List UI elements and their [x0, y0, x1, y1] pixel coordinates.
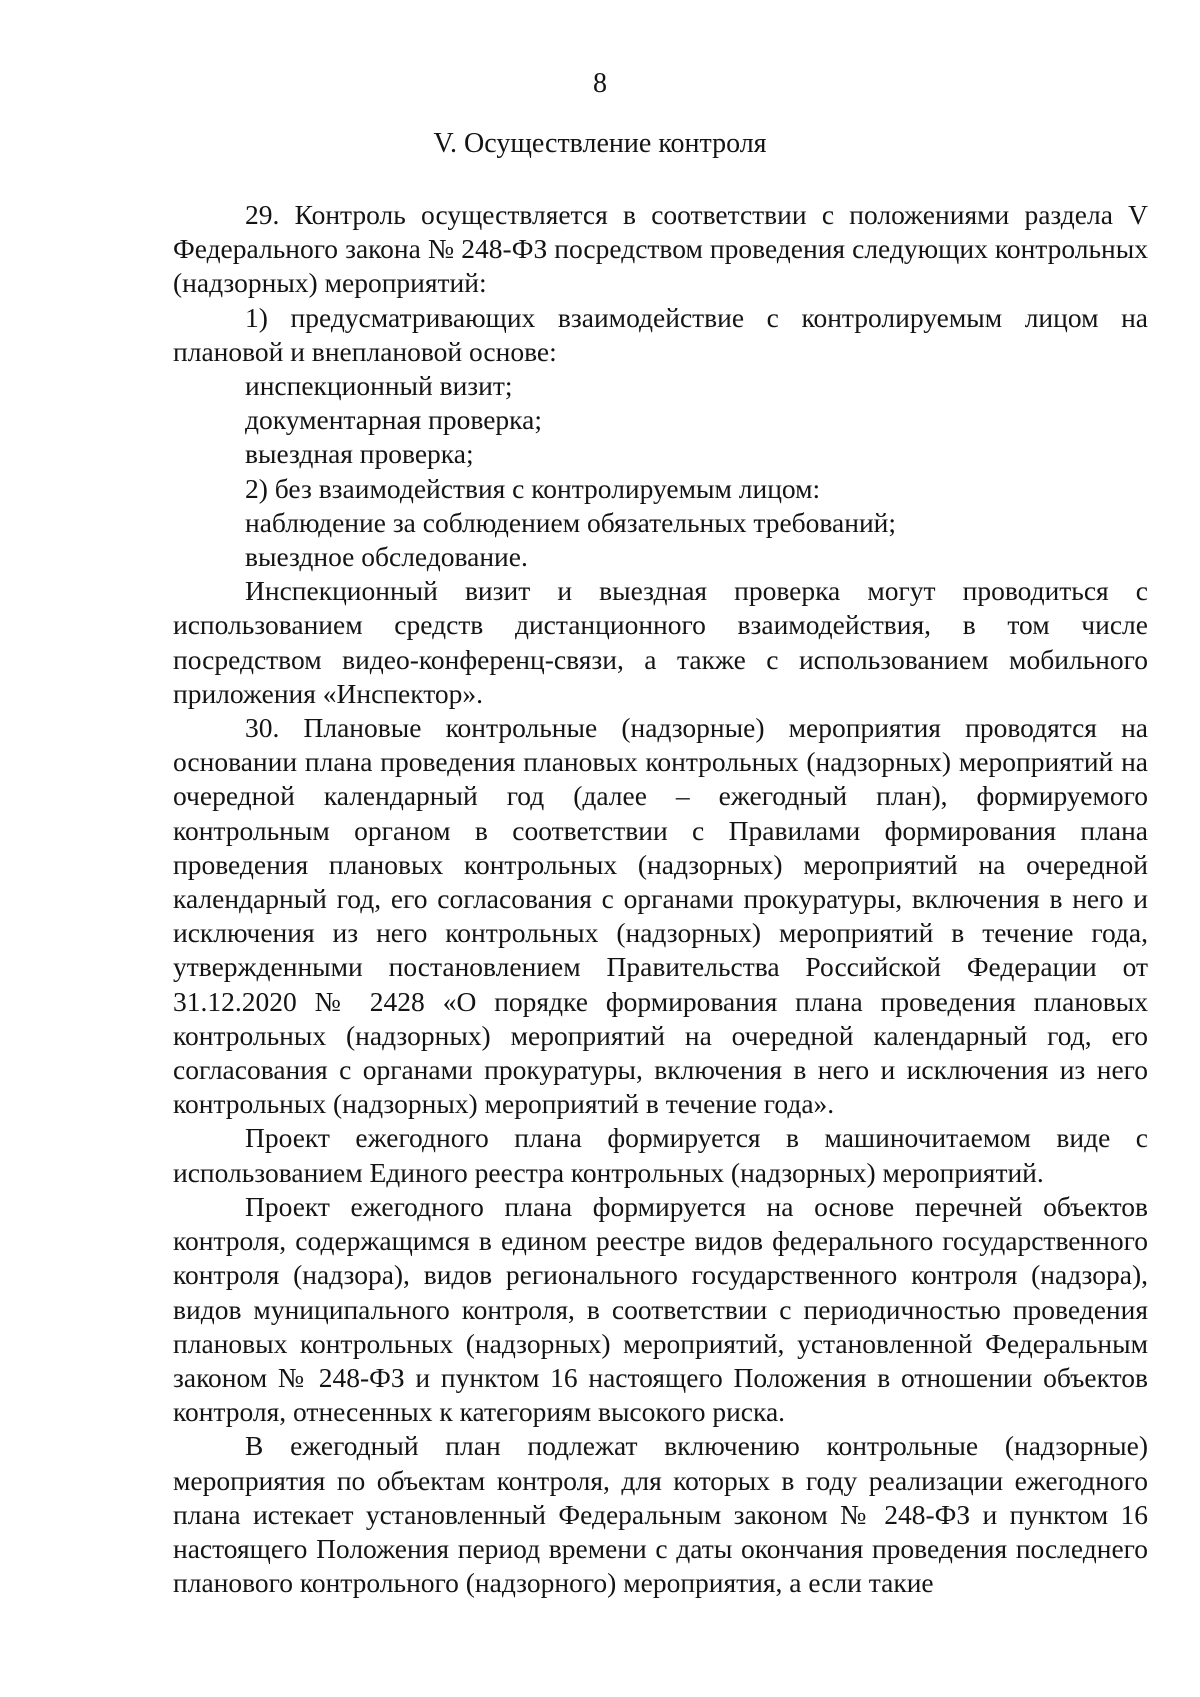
list-item-inspection-visit: инспекционный визит;: [245, 370, 513, 402]
paragraph-remote-interaction: Инспекционный визит и выездная проверка могут проводиться с использованием средств дистанционного взаимодействия, в том числе посредством видео-конференц-связи, а также с использованием мобильного приложения «Инспектор».: [173, 575, 1148, 709]
paragraph-29-item-2: 2) без взаимодействия с контролируемым лицом:: [245, 472, 821, 504]
list-item-field-check: выездная проверка;: [245, 438, 474, 470]
paragraph-draft-plan-format: Проект ежегодного плана формируется в машиночитаемом виде с использованием Единого реестра контрольных (надзорных) мероприятий.: [173, 1122, 1148, 1188]
list-item-field-survey: выездное обследование.: [245, 541, 528, 573]
paragraph-30: 30. Плановые контрольные (надзорные) мероприятия проводятся на основании плана проведения плановых контрольных (надзорных) мероприятий на очередной календарный год (далее – ежегодный план), формируемого контрольным органом в соответствии с Правилами формирования плана проведения плановых контрольных (надзорных) мероприятий на очередной календарный год, его согласования с органами прокуратуры, включения в него и исключения из него контрольных (надзорных) мероприятий в течение года, утвержденными постановлением Правительства Российской Федерации от 31.12.2020 № 2428 «О порядке формирования плана проведения плановых контрольных (надзорных) мероприятий на очередной календарный год, его согласования с органами прокуратуры, включения в него и исключения из него контрольных (надзорных) мероприятий в течение года».: [173, 712, 1148, 1120]
paragraph-29-item-1: 1) предусматривающих взаимодействие с контролируемым лицом на плановой и внеплановой основе:: [173, 301, 1148, 367]
page-number: 8: [593, 68, 607, 99]
section-title: V. Осуществление контроля: [433, 128, 767, 159]
paragraph-plan-inclusion: В ежегодный план подлежат включению контрольные (надзорные) мероприятия по объектам контроля, для которых в году реализации ежегодного плана истекает установленный Федеральным законом № 248-ФЗ и пунктом 16 настоящего Положения период времени с даты окончания проведения последнего планового контрольного (надзорного) мероприятия, а если такие: [173, 1430, 1148, 1599]
paragraph-29: 29. Контроль осуществляется в соответствии с положениями раздела V Федерального закона № 248-ФЗ посредством проведения следующих контрольных (надзорных) мероприятий:: [173, 199, 1148, 299]
list-item-observation: наблюдение за соблюдением обязательных требований;: [245, 506, 897, 538]
list-item-documentary-check: документарная проверка;: [245, 404, 542, 436]
document-body: [173, 198, 1148, 1600]
paragraph-draft-plan-basis: Проект ежегодного плана формируется на основе перечней объектов контроля, содержащимся в едином реестре видов федерального государственного контроля (надзора), видов регионального государственного контроля (надзора), видов муниципального контроля, в соответствии с периодичностью проведения плановых контрольных (надзорных) мероприятий, установленной Федеральным законом № 248-ФЗ и пунктом 16 настоящего Положения в отношении объектов контроля, отнесенных к категориям высокого риска.: [173, 1190, 1148, 1428]
